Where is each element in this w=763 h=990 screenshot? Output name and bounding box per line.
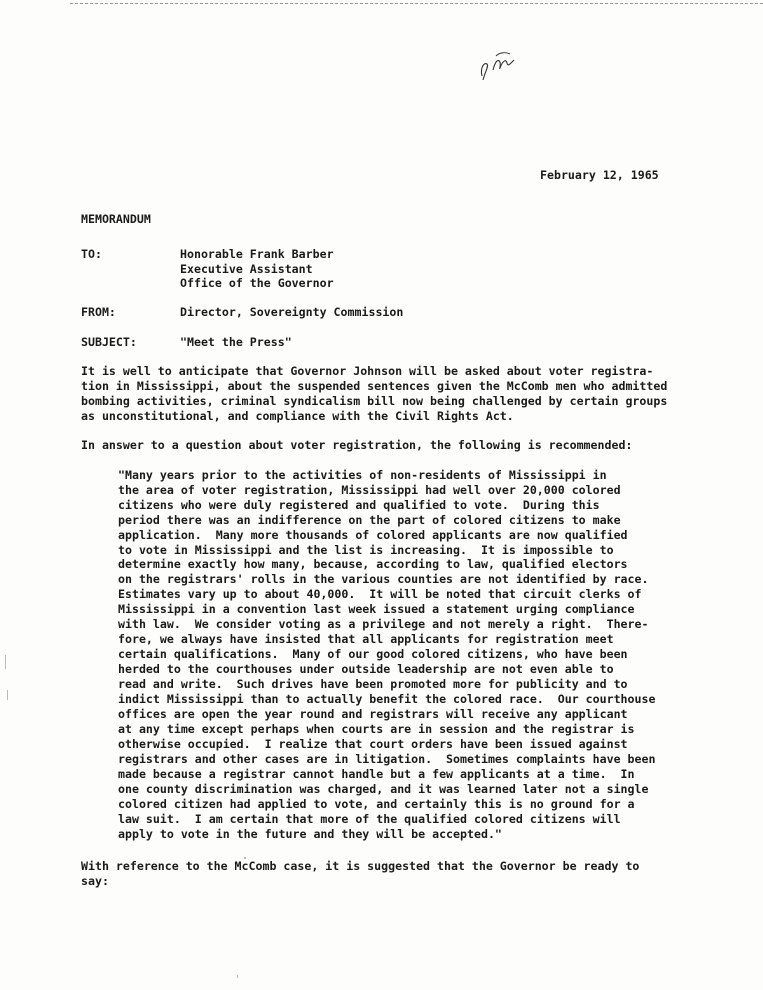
quote-line: citizens who were duly registered and qualified to vote. During this	[118, 498, 600, 512]
quote-line: one county discrimination was charged, and it was learned later not a single	[118, 782, 649, 796]
quote-line: colored citizen had applied to vote, and certainly this is no ground for a	[118, 797, 635, 811]
handwritten-initials-mark	[474, 50, 524, 84]
quote-line: to vote in Mississippi and the list is increasing. It is impossible to	[118, 543, 614, 557]
quote-line: indict Mississippi than to actually benefit the colored race. Our courthouse	[118, 692, 656, 706]
paragraph-line: say:	[81, 874, 109, 888]
quote-line: otherwise occupied. I realize that court orders have been issued against	[118, 737, 628, 751]
paragraph-line: It is well to anticipate that Governor Johnson will be asked about voter registra-	[81, 364, 654, 378]
page-top-edge	[70, 3, 763, 4]
quote-line: read and write. Such drives have been promoted more for publicity and to	[118, 677, 628, 691]
to-line-3: Office of the Governor	[180, 276, 334, 290]
quote-line: on the registrars' rolls in the various counties are not identified by race.	[118, 572, 649, 586]
quote-line: offices are open the year round and registrars will receive any applicant	[118, 707, 628, 721]
quote-line: certain qualifications. Many of our good colored citizens, who have been	[118, 647, 628, 661]
paragraph-line: tion in Mississippi, about the suspended sentences given the McComb men who admitted	[81, 379, 668, 393]
quote-line: Mississippi in a convention last week issued a statement urging compliance	[118, 602, 635, 616]
to-label: TO:	[81, 247, 102, 261]
quote-line: Estimates vary up to about 40,000. It will be noted that circuit clerks of	[118, 587, 642, 601]
scan-speck	[244, 857, 246, 859]
quote-line: application. Many more thousands of colored applicants are now qualified	[118, 528, 628, 542]
memo-date: February 12, 1965	[540, 168, 659, 182]
quote-line: period there was an indifference on the part of colored citizens to make	[118, 513, 621, 527]
paragraph-line: as unconstitutional, and compliance with the Civil Rights Act.	[81, 409, 514, 423]
handwritten-initials	[474, 50, 524, 84]
memo-heading: MEMORANDUM	[81, 212, 151, 226]
quote-line: at any time except perhaps when courts are in session and the registrar is	[118, 722, 635, 736]
from-label: FROM:	[81, 305, 116, 319]
from-value: Director, Sovereignty Commission	[180, 305, 404, 319]
quote-line: "Many years prior to the activities of non-residents of Mississippi in	[118, 468, 607, 482]
paragraph-line: bombing activities, criminal syndicalism bill now being challenged by certain groups	[81, 394, 668, 408]
scan-speck	[237, 975, 238, 978]
quote-line: determine exactly how many, because, according to law, qualified electors	[118, 557, 628, 571]
quote-line: the area of voter registration, Mississippi had well over 20,000 colored	[118, 483, 621, 497]
quote-line: herded to the courthouses under outside leadership are not even able to	[118, 662, 614, 676]
quote-line: with law. We consider voting as a privilege and not merely a right. There-	[118, 617, 649, 631]
paragraph-voter-registration: In answer to a question about voter registration, the following is recommended:	[81, 438, 633, 452]
paragraph-line: With reference to the McComb case, it is suggested that the Governor be ready to	[81, 859, 640, 873]
scan-speck	[5, 655, 6, 669]
quote-line: law suit. I am certain that more of the qualified colored citizens will	[118, 812, 621, 826]
quote-line: apply to vote in the future and they will be accepted."	[118, 827, 502, 841]
subject-label: SUBJECT:	[81, 335, 137, 349]
scan-speck	[7, 690, 8, 700]
to-line-2: Executive Assistant	[180, 261, 313, 276]
to-line-1: Honorable Frank Barber	[180, 247, 334, 261]
quote-line: fore, we always have insisted that all applicants for registration meet	[118, 632, 614, 646]
quote-line: made because a registrar cannot handle but a few applicants at a time. In	[118, 767, 635, 781]
subject-value: "Meet the Press"	[180, 335, 292, 349]
quote-line: registrars and other cases are in litigation. Sometimes complaints have been	[118, 752, 656, 766]
